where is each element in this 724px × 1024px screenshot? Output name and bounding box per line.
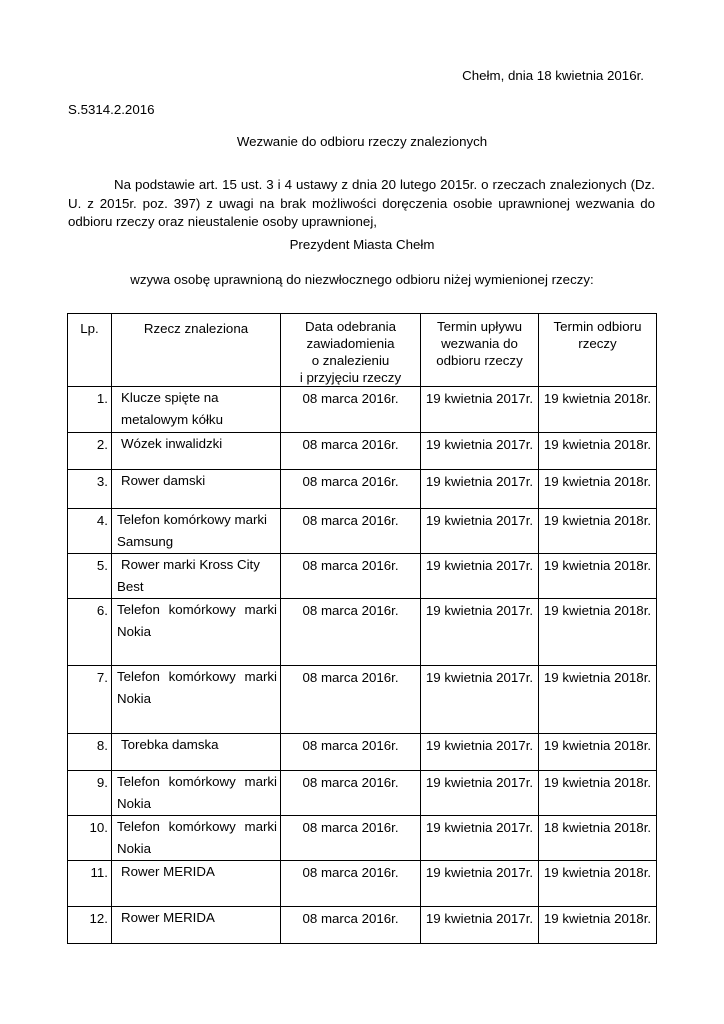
item-description: Rower MERIDA bbox=[112, 861, 281, 907]
issuing-authority: Prezydent Miasta Chełm bbox=[289, 237, 435, 252]
table-row bbox=[68, 433, 657, 470]
notice-date: 08 marca 2016r. bbox=[281, 666, 421, 734]
table-row bbox=[68, 861, 657, 907]
item-description: Rower damski bbox=[112, 470, 281, 509]
table-row bbox=[68, 554, 657, 599]
row-number: 9. bbox=[68, 771, 112, 816]
row-number: 1. bbox=[68, 387, 112, 433]
place-date: Chełm, dnia 18 kwietnia 2016r. bbox=[462, 68, 644, 83]
pickup-deadline: 19 kwietnia 2018r. bbox=[539, 599, 657, 666]
case-number: S.5314.2.2016 bbox=[68, 102, 155, 117]
table-row bbox=[68, 470, 657, 509]
item-description: Telefon komórkowy marki Nokia bbox=[112, 666, 281, 734]
summons-text: wzywa osobę uprawnioną do niezwłocznego odbioru niżej wymienionej rzeczy: bbox=[130, 272, 594, 287]
document-title: Wezwanie do odbioru rzeczy znalezionych bbox=[236, 134, 488, 149]
row-number: 3. bbox=[68, 470, 112, 509]
header-item: Rzecz znaleziona bbox=[112, 314, 281, 387]
table-row bbox=[68, 509, 657, 554]
row-number: 12. bbox=[68, 907, 112, 944]
header-pickup-deadline: Termin odbioru rzeczy bbox=[539, 314, 657, 387]
notice-date: 08 marca 2016r. bbox=[281, 816, 421, 861]
item-description: Telefon komórkowy marki Nokia bbox=[112, 771, 281, 816]
notice-date: 08 marca 2016r. bbox=[281, 861, 421, 907]
header-summons-deadline: Termin upływu wezwania do odbioru rzeczy bbox=[421, 314, 539, 387]
notice-date: 08 marca 2016r. bbox=[281, 470, 421, 509]
row-number: 7. bbox=[68, 666, 112, 734]
row-number: 5. bbox=[68, 554, 112, 599]
summons-deadline: 19 kwietnia 2017r. bbox=[421, 666, 539, 734]
row-number: 10. bbox=[68, 816, 112, 861]
item-description: Telefon komórkowy marki Nokia bbox=[112, 816, 281, 861]
table-header-row bbox=[68, 314, 657, 387]
summons-deadline: 19 kwietnia 2017r. bbox=[421, 509, 539, 554]
found-items-table bbox=[67, 313, 657, 944]
pickup-deadline: 19 kwietnia 2018r. bbox=[539, 554, 657, 599]
notice-date: 08 marca 2016r. bbox=[281, 387, 421, 433]
item-description: Telefon komórkowy marki Samsung bbox=[112, 509, 281, 554]
row-number: 4. bbox=[68, 509, 112, 554]
header-notice-date: Data odebrania zawiadomienia o znalezieniu i przyjęciu rzeczy bbox=[281, 314, 421, 387]
pickup-deadline: 19 kwietnia 2018r. bbox=[539, 387, 657, 433]
summons-deadline: 19 kwietnia 2017r. bbox=[421, 433, 539, 470]
row-number: 6. bbox=[68, 599, 112, 666]
summons-deadline: 19 kwietnia 2017r. bbox=[421, 816, 539, 861]
row-number: 8. bbox=[68, 734, 112, 771]
summons-deadline: 19 kwietnia 2017r. bbox=[421, 387, 539, 433]
item-description: Rower marki Kross City Best bbox=[112, 554, 281, 599]
pickup-deadline: 18 kwietnia 2018r. bbox=[539, 816, 657, 861]
summons-deadline: 19 kwietnia 2017r. bbox=[421, 734, 539, 771]
item-description: Torebka damska bbox=[112, 734, 281, 771]
notice-date: 08 marca 2016r. bbox=[281, 433, 421, 470]
table-row bbox=[68, 666, 657, 734]
summons-deadline: 19 kwietnia 2017r. bbox=[421, 554, 539, 599]
table-row bbox=[68, 387, 657, 433]
summons-deadline: 19 kwietnia 2017r. bbox=[421, 599, 539, 666]
table-row bbox=[68, 771, 657, 816]
summons-deadline: 19 kwietnia 2017r. bbox=[421, 470, 539, 509]
notice-date: 08 marca 2016r. bbox=[281, 599, 421, 666]
legal-basis-paragraph: Na podstawie art. 15 ust. 3 i 4 ustawy z dnia 20 lutego 2015r. o rzeczach znalezionych (Dz. U. z 2015r. poz. 397) z uwagi na brak możliwości doręczenia osobie uprawnionej wezwania do odbioru rzeczy oraz nieustalenie osoby uprawnionej, bbox=[68, 177, 655, 229]
table-row bbox=[68, 599, 657, 666]
pickup-deadline: 19 kwietnia 2018r. bbox=[539, 771, 657, 816]
table-row bbox=[68, 734, 657, 771]
pickup-deadline: 19 kwietnia 2018r. bbox=[539, 861, 657, 907]
item-description: Telefon komórkowy marki Nokia bbox=[112, 599, 281, 666]
table-row bbox=[68, 816, 657, 861]
notice-date: 08 marca 2016r. bbox=[281, 771, 421, 816]
item-description: Rower MERIDA bbox=[112, 907, 281, 944]
summons-deadline: 19 kwietnia 2017r. bbox=[421, 861, 539, 907]
pickup-deadline: 19 kwietnia 2018r. bbox=[539, 734, 657, 771]
row-number: 2. bbox=[68, 433, 112, 470]
row-number: 11. bbox=[68, 861, 112, 907]
pickup-deadline: 19 kwietnia 2018r. bbox=[539, 470, 657, 509]
pickup-deadline: 19 kwietnia 2018r. bbox=[539, 666, 657, 734]
summons-deadline: 19 kwietnia 2017r. bbox=[421, 907, 539, 944]
notice-date: 08 marca 2016r. bbox=[281, 907, 421, 944]
summons-deadline: 19 kwietnia 2017r. bbox=[421, 771, 539, 816]
table-row bbox=[68, 907, 657, 944]
pickup-deadline: 19 kwietnia 2018r. bbox=[539, 907, 657, 944]
item-description: Wózek inwalidzki bbox=[112, 433, 281, 470]
notice-date: 08 marca 2016r. bbox=[281, 554, 421, 599]
header-lp: Lp. bbox=[68, 314, 112, 387]
notice-date: 08 marca 2016r. bbox=[281, 734, 421, 771]
item-description: Klucze spięte na metalowym kółku bbox=[112, 387, 281, 433]
pickup-deadline: 19 kwietnia 2018r. bbox=[539, 509, 657, 554]
notice-date: 08 marca 2016r. bbox=[281, 509, 421, 554]
pickup-deadline: 19 kwietnia 2018r. bbox=[539, 433, 657, 470]
